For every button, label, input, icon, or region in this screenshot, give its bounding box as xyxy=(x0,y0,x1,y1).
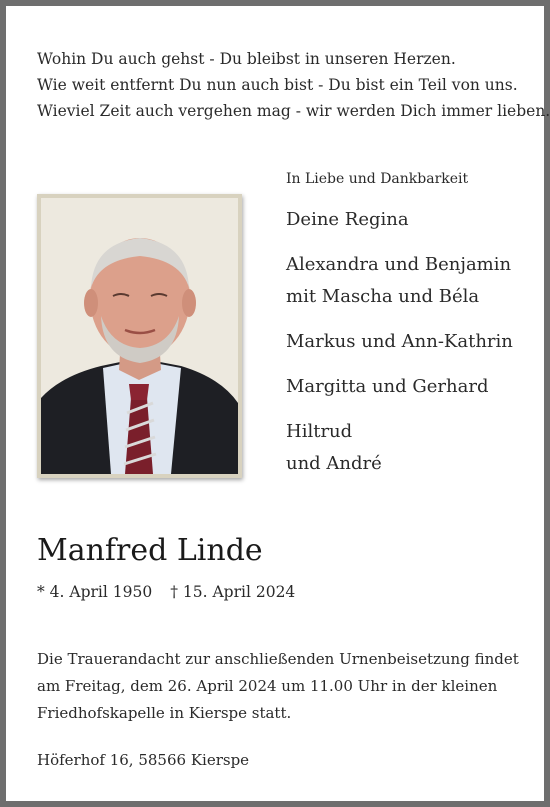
poem xyxy=(37,46,550,124)
mourner-line: Deine Regina xyxy=(286,209,409,230)
portrait-photo xyxy=(37,194,242,478)
mourner-entry xyxy=(286,326,546,358)
mourners-intro: In Liebe und Dankbarkeit xyxy=(286,171,469,187)
mourner-entry xyxy=(286,249,546,313)
address: Höferhof 16, 58566 Kierspe xyxy=(37,751,250,769)
mourner-line: und André xyxy=(286,453,382,474)
mourner-line: Alexandra und Benjamin xyxy=(286,254,512,275)
mourner-entry xyxy=(286,204,546,236)
birth-date: * 4. April 1950 xyxy=(37,583,153,601)
mourner-line: Hiltrud xyxy=(286,421,353,442)
mourners-list xyxy=(286,168,546,493)
deceased-name: Manfred Linde xyxy=(37,533,263,568)
life-dates xyxy=(37,580,295,604)
mourner-line: Margitta und Gerhard xyxy=(286,376,489,397)
service-line: Die Trauerandacht zur anschließenden Urnenbeisetzung findet xyxy=(37,650,519,668)
poem-line: Wieviel Zeit auch vergehen mag - wir werden Dich immer lieben. xyxy=(37,102,550,120)
mourner-entry xyxy=(286,371,546,403)
poem-line: Wie weit entfernt Du nun auch bist - Du bist ein Teil von uns. xyxy=(37,76,518,94)
mourner-line: Markus und Ann-Kathrin xyxy=(286,331,513,352)
service-line: Friedhofskapelle in Kierspe statt. xyxy=(37,704,292,722)
mourner-entry xyxy=(286,416,546,480)
poem-line: Wohin Du auch gehst - Du bleibst in unseren Herzen. xyxy=(37,50,456,68)
service-announcement xyxy=(37,646,537,727)
death-date: † 15. April 2024 xyxy=(170,583,296,601)
service-line: am Freitag, dem 26. April 2024 um 11.00 Uhr in der kleinen xyxy=(37,677,498,695)
mourner-line: mit Mascha und Béla xyxy=(286,286,480,307)
